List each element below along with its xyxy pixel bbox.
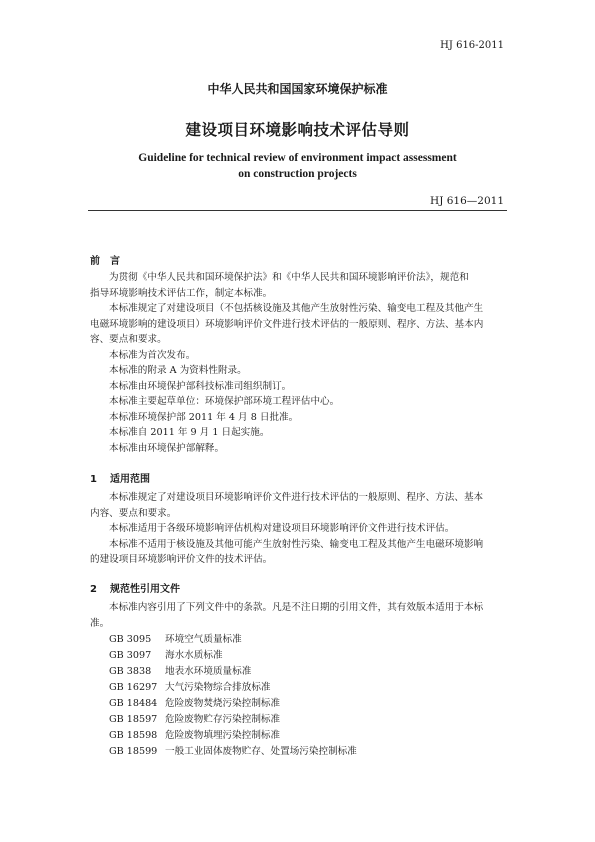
document-code-right: HJ 616—2011 bbox=[430, 195, 504, 207]
section-1-line: 本标准适用于各级环境影响评估机构对建设项目环境影响评价文件进行技术评估。 bbox=[109, 523, 455, 534]
foreword-line: 本标准为首次发布。 bbox=[109, 349, 196, 361]
reference-item bbox=[109, 711, 280, 725]
foreword-line: 本标准主要起草单位：环境保护部环境工程评估中心。 bbox=[109, 396, 340, 407]
reference-name: 海水水质标准 bbox=[165, 650, 223, 661]
foreword-line: 本标准自 2011 年 9 月 1 日起实施。 bbox=[109, 427, 270, 438]
header-divider bbox=[88, 210, 507, 211]
foreword-line: 本标准的附录 A 为资料性附录。 bbox=[109, 365, 247, 376]
section-1-line: 本标准规定了对建设项目环境影响评价文件进行技术评估的一般原则、程序、方法、基本 bbox=[109, 492, 484, 503]
reference-name: 大气污染物综合排放标准 bbox=[165, 682, 271, 693]
foreword-line: 容、要点和要求。 bbox=[90, 334, 167, 345]
document-title-chinese: 建设项目环境影响技术评估导则 bbox=[185, 121, 410, 139]
reference-code: GB 18484 bbox=[109, 698, 158, 709]
section-1-line: 内容、要点和要求。 bbox=[90, 507, 177, 519]
section-1-heading bbox=[90, 470, 150, 485]
section-2-heading bbox=[90, 580, 180, 595]
section-1-line: 的建设项目环境影响评价文件的技术评估。 bbox=[90, 554, 273, 565]
document-title-english-line1: Guideline for technical review of environment impact assessment bbox=[138, 152, 457, 164]
foreword-line: 电磁环境影响的建设项目）环境影响评价文件进行技术评估的一般原则、程序、方法、基本内 bbox=[90, 318, 484, 330]
reference-name: 危险废物贮存污染控制标准 bbox=[165, 714, 281, 725]
reference-code: GB 3097 bbox=[109, 650, 152, 661]
foreword-line: 本标准环境保护部 2011 年 4 月 8 日批准。 bbox=[109, 411, 299, 423]
reference-item bbox=[109, 743, 357, 757]
foreword-line: 为贯彻《中华人民共和国环境保护法》和《中华人民共和国环境影响评价法》，规范和 bbox=[109, 272, 469, 283]
reference-code: GB 18599 bbox=[109, 746, 158, 757]
reference-code: GB 16297 bbox=[109, 682, 158, 693]
section-1-title: 适用范围 bbox=[110, 474, 150, 485]
reference-item bbox=[109, 695, 280, 709]
foreword-body bbox=[90, 270, 508, 456]
document-title-english-line2: on construction projects bbox=[238, 168, 357, 180]
reference-code: GB 18597 bbox=[109, 714, 158, 725]
foreword-line: 本标准由环境保护部科技标准司组织制订。 bbox=[109, 380, 292, 392]
reference-item bbox=[109, 631, 242, 645]
foreword-line: 本标准规定了对建设项目（不包括核设施及其他产生放射性污染、输变电工程及其他产生 bbox=[109, 303, 484, 314]
section-2-body bbox=[90, 600, 508, 631]
reference-item bbox=[109, 727, 280, 741]
reference-name: 地表水环境质量标准 bbox=[165, 666, 252, 677]
section-1-line: 本标准不适用于核设施及其他可能产生放射性污染、输变电工程及其他产生电磁环境影响 bbox=[109, 538, 484, 550]
reference-item bbox=[109, 663, 251, 677]
foreword-line: 指导环境影响技术评估工作，制定本标准。 bbox=[90, 287, 273, 299]
reference-name: 危险废物焚烧污染控制标准 bbox=[165, 698, 281, 709]
reference-item bbox=[109, 647, 223, 661]
reference-code: GB 18598 bbox=[109, 730, 158, 741]
section-1-number: 1 bbox=[90, 474, 97, 485]
section-2-title: 规范性引用文件 bbox=[110, 584, 180, 595]
reference-item bbox=[109, 679, 271, 693]
reference-name: 一般工业固体废物贮存、处置场污染控制标准 bbox=[165, 746, 357, 757]
section-2-line: 准。 bbox=[90, 617, 110, 629]
foreword-line: 本标准由环境保护部解释。 bbox=[109, 442, 225, 454]
foreword-heading: 前 言 bbox=[90, 256, 120, 267]
section-2-number: 2 bbox=[90, 584, 97, 595]
document-code-top: HJ 616-2011 bbox=[440, 40, 504, 51]
reference-code: GB 3095 bbox=[109, 634, 152, 645]
section-1-body bbox=[90, 490, 508, 568]
issuing-agency: 中华人民共和国国家环境保护标准 bbox=[207, 82, 388, 96]
reference-name: 环境空气质量标准 bbox=[165, 634, 242, 645]
reference-name: 危险废物填埋污染控制标准 bbox=[165, 730, 281, 741]
reference-code: GB 3838 bbox=[109, 666, 152, 677]
section-2-line: 本标准内容引用了下列文件中的条款。凡是不注日期的引用文件，其有效版本适用于本标 bbox=[109, 602, 484, 613]
